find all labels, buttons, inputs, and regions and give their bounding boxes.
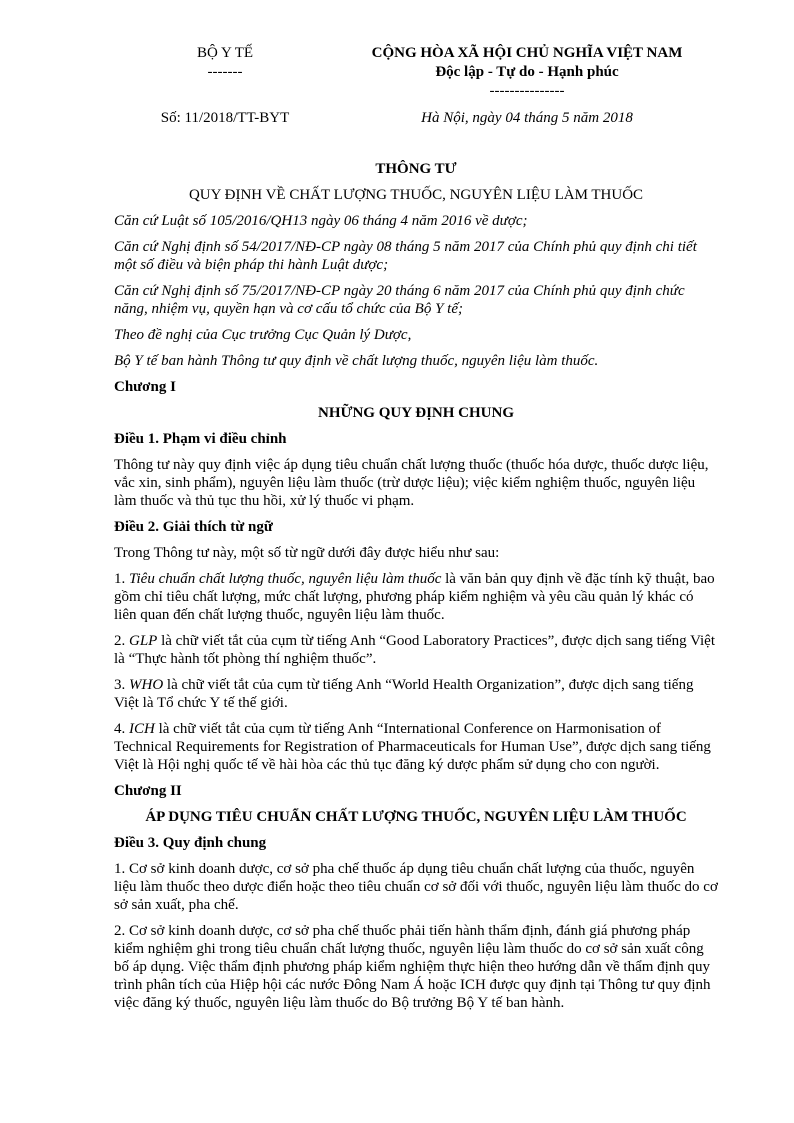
definition-text: là chữ viết tắt của cụm từ tiếng Anh “International Conference on Harmonisation of Technical Requirements for Registration of Pharmaceuticals for Human Use”, được dịch sang tiếng Việt là Hội nghị quốc tế về hài hòa các thủ tục đăng ký dược phẩm sử dụng cho con người. (114, 721, 711, 773)
article-paragraph: Thông tư này quy định việc áp dụng tiêu chuẩn chất lượng thuốc (thuốc hóa dược, thuốc dược liệu, vắc xin, sinh phẩm), nguyên liệu làm thuốc (trừ dược liệu); việc kiểm nghiệm thuốc, nguyên liệu làm thuốc và thủ tục thu hồi, xử lý thuốc vi phạm. (114, 457, 709, 509)
item-number: 1. (114, 571, 129, 587)
preamble-line: Theo đề nghị của Cục trưởng Cục Quản lý Dược, (114, 327, 412, 343)
item-number: 3. (114, 677, 129, 693)
defined-term: Tiêu chuẩn chất lượng thuốc, nguyên liệu làm thuốc (129, 571, 442, 587)
national-motto: Độc lập - Tự do - Hạnh phúc (435, 64, 619, 80)
definition-item (114, 632, 718, 668)
preamble-line: Bộ Y tế ban hành Thông tư quy định về chất lượng thuốc, nguyên liệu làm thuốc. (114, 353, 599, 369)
definition-text: là chữ viết tắt của cụm từ tiếng Anh “World Health Organization”, được dịch sang tiếng Việt là Tổ chức Y tế thế giới. (114, 677, 694, 711)
preamble-line: Căn cứ Nghị định số 75/2017/NĐ-CP ngày 20 tháng 6 năm 2017 của Chính phủ quy định chức năng, nhiệm vụ, quyền hạn và cơ cấu tổ chức của Bộ Y tế; (114, 283, 685, 317)
chapter-label: Chương I (114, 379, 176, 395)
ministry-name: BỘ Y TẾ (196, 45, 254, 61)
definition-text: là chữ viết tắt của cụm từ tiếng Anh “Good Laboratory Practices”, được dịch sang tiếng Việt là “Thực hành tốt phòng thí nghiệm thuốc”. (114, 633, 715, 667)
document-subtitle: QUY ĐỊNH VỀ CHẤT LƯỢNG THUỐC, NGUYÊN LIỆU LÀM THUỐC (188, 187, 644, 203)
motto-dash: --------------- (489, 83, 565, 99)
defined-term: ICH (129, 721, 155, 737)
place-date: Hà Nội, ngày 04 tháng 5 năm 2018 (421, 110, 633, 126)
chapter-title: ÁP DỤNG TIÊU CHUẨN CHẤT LƯỢNG THUỐC, NGUYÊN LIỆU LÀM THUỐC (145, 809, 687, 825)
document-page (114, 44, 718, 1020)
item-number: 2. (114, 633, 129, 649)
document-title: THÔNG TƯ (375, 161, 457, 177)
article-heading: Điều 1. Phạm vi điều chỉnh (114, 431, 287, 447)
article-paragraph: 2. Cơ sở kinh doanh dược, cơ sở pha chế thuốc phải tiến hành thẩm định, đánh giá phương pháp kiểm nghiệm ghi trong tiêu chuẩn chất lượng thuốc, nguyên liệu làm thuốc do cơ sở sản xuất công bố áp dụng. Việc thẩm định phương pháp kiểm nghiệm thực hiện theo hướng dẫn về thẩm định quy trình phân tích của Hiệp hội các nước Đông Nam Á hoặc ICH được quy định tại Thông tư quy định việc đăng ký thuốc, nguyên liệu làm thuốc do Bộ trưởng Bộ Y tế ban hành. (114, 923, 711, 1011)
republic-name: CỘNG HÒA XÃ HỘI CHỦ NGHĨA VIỆT NAM (371, 45, 683, 61)
article-heading: Điều 2. Giải thích từ ngữ (114, 519, 273, 535)
document-header (114, 44, 718, 146)
article-heading: Điều 3. Quy định chung (114, 835, 267, 851)
chapter-label: Chương II (114, 783, 182, 799)
article-paragraph: Trong Thông tư này, một số từ ngữ dưới đây được hiểu như sau: (114, 545, 500, 561)
chapter-title: NHỮNG QUY ĐỊNH CHUNG (318, 405, 514, 421)
definition-item (114, 676, 718, 712)
preamble-line: Căn cứ Luật số 105/2016/QH13 ngày 06 tháng 4 năm 2016 về dược; (114, 213, 528, 229)
ministry-dash: ------- (207, 64, 243, 80)
defined-term: GLP (129, 633, 158, 649)
definition-item (114, 720, 718, 774)
article-paragraph: 1. Cơ sở kinh doanh dược, cơ sở pha chế thuốc áp dụng tiêu chuẩn chất lượng của thuốc, nguyên liệu làm thuốc theo dược điển hoặc theo tiêu chuẩn cơ sở đối với thuốc, nguyên liệu làm thuốc do cơ sở sản xuất, pha chế. (114, 861, 718, 913)
definition-text: là văn bản quy định về đặc tính kỹ thuật, bao gồm chỉ tiêu chất lượng, mức chất lượng, phương pháp kiểm nghiệm và yêu cầu quản lý khác có liên quan đến chất lượng thuốc, nguyên liệu làm thuốc. (114, 571, 715, 623)
item-number: 4. (114, 721, 129, 737)
preamble-line: Căn cứ Nghị định số 54/2017/NĐ-CP ngày 08 tháng 5 năm 2017 của Chính phủ quy định chi tiết một số điều và biện pháp thi hành Luật dược; (114, 239, 697, 273)
definition-item (114, 570, 718, 624)
defined-term: WHO (129, 677, 164, 693)
document-number: Số: 11/2018/TT-BYT (160, 110, 290, 126)
